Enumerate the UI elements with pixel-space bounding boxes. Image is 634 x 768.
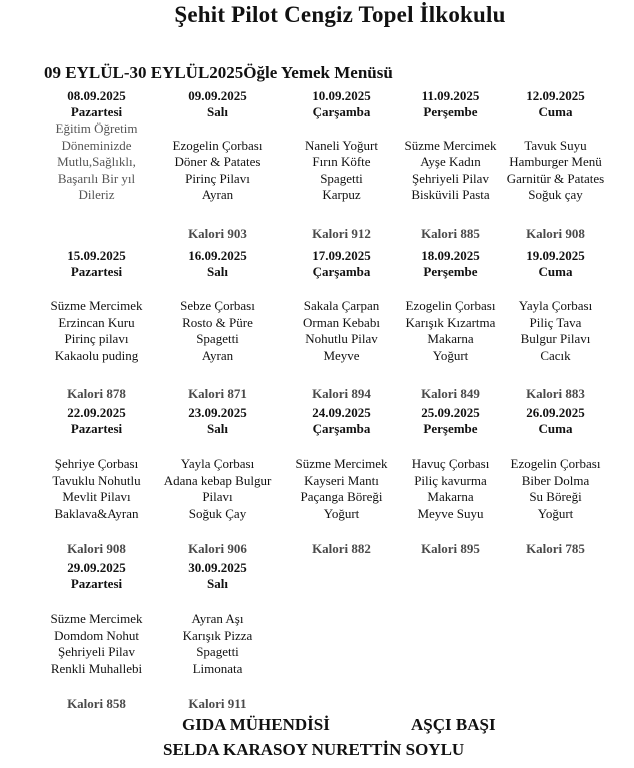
menu-item: Kayseri Mantı: [304, 472, 379, 488]
menu-items: [150, 121, 285, 204]
signature-names: SELDA KARASOY NURETTİN SOYLU: [163, 740, 465, 759]
menu-item: Paçanga Böreği: [300, 489, 383, 504]
menu-items: [29, 121, 164, 204]
menu-item: Fırın Köfte: [312, 154, 371, 169]
menu-date: 15.09.2025: [67, 248, 126, 263]
menu-item: Sakala Çarpan: [303, 298, 380, 313]
menu-item: Erzincan Kuru: [58, 314, 135, 330]
calorie-label: Kalori 883: [526, 386, 585, 401]
menu-day: Cuma: [538, 104, 573, 119]
menu-item: Garnitür & Patates: [506, 170, 605, 186]
menu-item: [488, 121, 623, 138]
menu-item: Pilavı: [202, 489, 233, 504]
menu-item: Makarna: [427, 331, 474, 346]
menu-day: Pazartesi: [70, 576, 123, 591]
menu-date: 10.09.2025: [312, 88, 371, 103]
day-card: [488, 248, 623, 364]
menu-items: [488, 298, 623, 364]
menu-title: 09 EYLÜL-30 EYLÜL2025Öğle Yemek Menüsü: [44, 63, 393, 82]
menu-item: Ezogelin Çorbası: [405, 298, 496, 313]
menu-day: Pazartesi: [70, 104, 123, 119]
menu-date: 12.09.2025: [526, 88, 585, 103]
menu-item: Baklava&Ayran: [54, 505, 139, 521]
menu-item: Spagetti: [196, 331, 239, 346]
menu-item: Ayşe Kadın: [420, 154, 481, 169]
menu-date: 19.09.2025: [526, 248, 585, 263]
menu-item: Cacık: [540, 347, 571, 363]
menu-item: Bulgur Pilavı: [520, 331, 591, 346]
menu-item: Süzme Mercimek: [295, 456, 388, 471]
menu-date: 30.09.2025: [188, 560, 247, 575]
menu-item: [150, 121, 285, 138]
menu-item: Şehriyeli Pilav: [412, 170, 489, 186]
menu-item: Soğuk Çay: [188, 505, 247, 521]
menu-item: Nohutlu Pilav: [305, 331, 378, 346]
menu-item: Ezogelin Çorbası: [172, 137, 263, 153]
calorie-label: Kalori 908: [526, 226, 585, 241]
menu-item: Meyve Suyu: [417, 505, 484, 521]
day-card: [488, 405, 623, 522]
menu-item: Bisküvili Pasta: [411, 187, 490, 202]
calorie-label: Kalori 878: [67, 386, 126, 401]
menu-item: Karışık Pizza: [182, 627, 253, 643]
calorie-label: Kalori 911: [188, 696, 247, 711]
signature-title-food-engineer: GIDA MÜHENDİSİ: [182, 715, 330, 734]
menu-date: 29.09.2025: [67, 560, 126, 575]
menu-item: Piliç kavurma: [414, 472, 487, 488]
menu-item: Pirinç pilavı: [64, 331, 129, 346]
menu-day: Salı: [207, 104, 228, 119]
menu-item: Spagetti: [196, 644, 239, 659]
calorie-label: Kalori 871: [188, 386, 247, 401]
menu-item: Piliç Tava: [529, 314, 582, 330]
menu-day: Çarşamba: [312, 421, 371, 436]
day-card: [150, 248, 285, 364]
menu-date: 25.09.2025: [421, 405, 480, 420]
calorie-label: Kalori 906: [188, 541, 247, 556]
calorie-label: Kalori 895: [421, 541, 480, 556]
menu-item: Ayran Aşı: [191, 611, 244, 626]
day-card: [150, 88, 285, 204]
menu-day: Pazartesi: [70, 421, 123, 436]
menu-date: 17.09.2025: [312, 248, 371, 263]
menu-date: 09.09.2025: [188, 88, 247, 103]
menu-items: [150, 611, 285, 677]
menu-item: Spagetti: [320, 170, 363, 186]
calorie-label: Kalori 894: [312, 386, 371, 401]
menu-item: Başarılı Bir yıl: [57, 170, 136, 186]
menu-item: Süzme Mercimek: [404, 137, 497, 153]
menu-item: Dileriz: [78, 187, 115, 202]
menu-day: Salı: [207, 576, 228, 591]
menu-item: Sebze Çorbası: [180, 298, 255, 313]
menu-date: 11.09.2025: [421, 88, 480, 103]
menu-item: Şehriye Çorbası: [54, 456, 139, 471]
menu-day: Cuma: [538, 264, 573, 279]
menu-item: Karpuz: [322, 187, 361, 202]
calorie-label: Kalori 849: [421, 386, 480, 401]
menu-day: Çarşamba: [312, 104, 371, 119]
menu-item: Şehriyeli Pilav: [58, 644, 135, 659]
menu-items: [150, 456, 285, 522]
menu-date: 08.09.2025: [67, 88, 126, 103]
menu-item: Yoğurt: [323, 505, 360, 521]
menu-item: Yoğurt: [537, 505, 574, 521]
calorie-label: Kalori 882: [312, 541, 371, 556]
menu-date: 24.09.2025: [312, 405, 371, 420]
menu-item: Su Böreği: [529, 489, 582, 504]
menu-item: Makarna: [427, 489, 474, 504]
menu-item: Ayran: [201, 187, 234, 202]
menu-item: Tavuklu Nohutlu: [52, 472, 141, 488]
day-card: [29, 560, 164, 677]
menu-item: Havuç Çorbası: [411, 456, 490, 471]
day-card: [29, 88, 164, 204]
calorie-label: Kalori 908: [67, 541, 126, 556]
signature-title-head-cook: AŞÇI BAŞI: [411, 715, 496, 734]
calorie-label: Kalori 885: [421, 226, 480, 241]
menu-item: Eğitim Öğretim: [55, 121, 138, 136]
menu-item: Limonata: [192, 660, 243, 676]
day-card: [150, 405, 285, 522]
menu-item: Tavuk Suyu: [524, 137, 587, 153]
menu-item: Yoğurt: [432, 347, 469, 363]
menu-item: Döner & Patates: [174, 154, 261, 169]
menu-item: Biber Dolma: [521, 472, 590, 488]
menu-item: Yayla Çorbası: [518, 298, 593, 313]
day-card: [29, 248, 164, 364]
menu-day: Perşembe: [423, 264, 478, 279]
menu-item: Süzme Mercimek: [50, 611, 143, 626]
menu-day: Çarşamba: [312, 264, 371, 279]
menu-item: Döneminizde: [61, 137, 132, 153]
menu-item: Ezogelin Çorbası: [510, 456, 601, 471]
menu-item: Yayla Çorbası: [180, 456, 255, 471]
menu-items: [29, 456, 164, 522]
menu-item: Pirinç Pilavı: [185, 170, 250, 186]
menu-date: 23.09.2025: [188, 405, 247, 420]
menu-date: 18.09.2025: [421, 248, 480, 263]
menu-item: Mutlu,Sağlıklı,: [57, 154, 136, 169]
day-card: [488, 88, 623, 204]
menu-item: Domdom Nohut: [54, 627, 139, 643]
menu-day: Perşembe: [423, 104, 478, 119]
calorie-label: Kalori 858: [67, 696, 126, 711]
menu-date: 22.09.2025: [67, 405, 126, 420]
menu-item: Soğuk çay: [528, 187, 583, 202]
menu-day: Cuma: [538, 421, 573, 436]
menu-item: Hamburger Menü: [509, 154, 602, 169]
menu-item: Meyve: [323, 347, 360, 363]
menu-day: Pazartesi: [70, 264, 123, 279]
menu-item: Karışık Kızartma: [405, 314, 496, 330]
menu-item: Mevlit Pilavı: [62, 489, 131, 504]
menu-items: [488, 121, 623, 204]
calorie-label: Kalori 912: [312, 226, 371, 241]
menu-day: Perşembe: [423, 421, 478, 436]
menu-item: Süzme Mercimek: [50, 298, 143, 313]
menu-item: Orman Kebabı: [303, 314, 380, 330]
menu-day: Salı: [207, 421, 228, 436]
menu-item: Adana kebap Bulgur: [163, 472, 272, 488]
menu-item: Kakaolu puding: [54, 347, 139, 363]
menu-items: [29, 298, 164, 364]
menu-date: 26.09.2025: [526, 405, 585, 420]
day-card: [29, 405, 164, 522]
menu-date: 16.09.2025: [188, 248, 247, 263]
menu-day: Salı: [207, 264, 228, 279]
menu-item: Naneli Yoğurt: [305, 137, 378, 153]
menu-items: [29, 611, 164, 677]
calorie-label: Kalori 903: [188, 226, 247, 241]
school-title: Şehit Pilot Cengiz Topel İlkokulu: [174, 2, 506, 27]
menu-item: Ayran: [201, 347, 234, 363]
menu-item: Rosto & Püre: [182, 314, 253, 330]
menu-items: [150, 298, 285, 364]
menu-item: Renkli Muhallebi: [50, 660, 143, 676]
day-card: [150, 560, 285, 677]
calorie-label: Kalori 785: [526, 541, 585, 556]
menu-items: [488, 456, 623, 522]
